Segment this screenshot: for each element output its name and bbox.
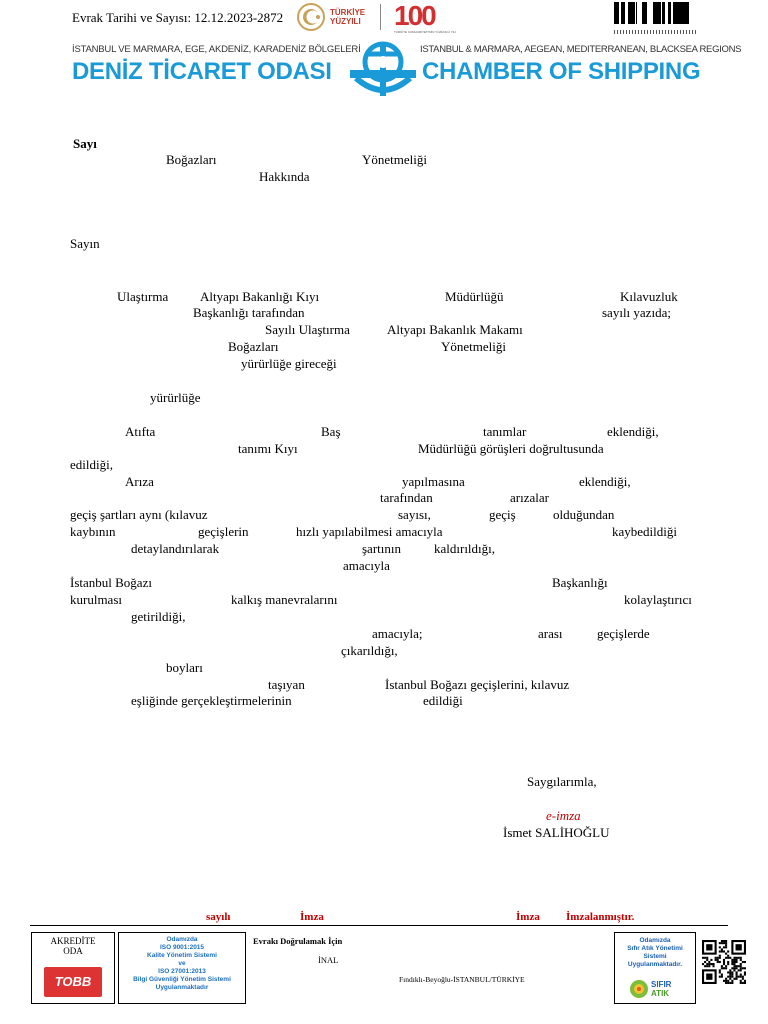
body-text-fragment: yürürlüğe gireceği — [241, 356, 337, 371]
body-text-fragment: Sayılı Ulaştırma — [265, 322, 350, 337]
iso-line: ISO 27001:2013 — [158, 968, 206, 975]
zero-waste-box — [614, 932, 696, 1004]
centenary-logo — [392, 0, 462, 36]
turkiye-label: TÜRKİYE — [330, 8, 366, 17]
body-text-fragment: olduğundan — [553, 507, 615, 522]
iso-line: ISO 9001:2015 — [159, 944, 205, 951]
body-text-fragment: kaybedildiği — [612, 524, 677, 539]
document-date-number: Evrak Tarihi ve Sayısı: 12.12.2023-2872 — [72, 10, 284, 25]
iso-box — [118, 932, 246, 1004]
zero-waste-line: Sıfır Atık Yönetimi — [627, 945, 683, 952]
anchor-logo — [346, 40, 420, 100]
body-text-fragment: tarafından — [380, 490, 433, 505]
body-text-fragment: Başkanlığı — [552, 575, 608, 590]
waste-label: ATIK — [651, 989, 670, 998]
regards: Saygılarımla, — [527, 774, 597, 789]
zero-waste-line: Sistemi — [643, 953, 667, 960]
body-text-fragment: şartının — [362, 541, 401, 556]
body-text-fragment: İstanbul Boğazı — [70, 575, 152, 590]
subject-word-1: Boğazları — [166, 152, 217, 167]
body-text-fragment: Arıza — [125, 474, 154, 489]
body-text-fragment: geçişlerin — [198, 524, 249, 539]
body-text-fragment: sayısı, — [398, 507, 431, 522]
iso-line: Odamızda — [166, 936, 198, 943]
centenary-caption: TÜRKİYE CUMHURİYETİ'NİN YÜZÜNCÜ YILI — [394, 30, 456, 34]
body-text-fragment: boyları — [166, 660, 203, 675]
recycle-flower-icon — [629, 979, 649, 999]
body-text-fragment: Altyapı Bakanlığı Kıyı — [200, 289, 320, 304]
notice-sayili: sayılı — [206, 911, 231, 923]
zero-label: SIFIR — [651, 980, 672, 989]
body-text-fragment: Boğazları — [228, 339, 279, 354]
qr-code[interactable] — [702, 940, 746, 984]
body-text-fragment: eşliğinde gerçekleştirmelerinin — [131, 693, 292, 708]
body-text-fragment: yürürlüğe — [150, 390, 201, 405]
body-text-fragment: tanımı Kıyı — [238, 441, 298, 456]
regions-tr: İSTANBUL VE MARMARA, EGE, AKDENİZ, KARADENİZ BÖLGELERİ — [72, 44, 361, 55]
iso-line: Kalite Yönetim Sistemi — [147, 952, 217, 959]
body-text-fragment: geçiş şartları aynı (kılavuz — [70, 507, 208, 522]
e-signature-label: e-imza — [546, 808, 581, 823]
body-text-fragment: Yönetmeliği — [441, 339, 506, 354]
verify-inal: İNAL — [318, 955, 339, 965]
body-text-fragment: Altyapı Bakanlık Makamı — [387, 322, 523, 337]
body-text-fragment: Müdürlüğü görüşleri doğrultusunda — [418, 441, 604, 456]
zero-waste-logo — [629, 979, 683, 999]
notice-imzalanmistir: İmzalanmıştır. — [566, 911, 635, 923]
body-text-fragment: Baş — [321, 424, 341, 439]
body-text-fragment: getirildiği, — [131, 609, 186, 624]
body-text-fragment: Müdürlüğü — [445, 289, 504, 304]
body-text-fragment: amacıyla — [343, 558, 390, 573]
body-text-fragment: kaybının — [70, 524, 116, 539]
org-name-en: CHAMBER OF SHIPPING — [422, 58, 701, 85]
body-text-fragment: arası — [538, 626, 563, 641]
body-text-fragment: arızalar — [510, 490, 549, 505]
body-text-fragment: geçişlerde — [597, 626, 650, 641]
body-text-fragment: taşıyan — [268, 677, 305, 692]
yuzyili-label: YÜZYILI — [330, 17, 361, 26]
body-text-fragment: hızlı yapılabilmesi amacıyla — [296, 524, 443, 539]
divider — [380, 4, 381, 30]
org-name-tr: DENİZ TİCARET ODASI — [72, 58, 332, 85]
body-text-fragment: Kılavuzluk — [620, 289, 678, 304]
subject-word-2: Yönetmeliği — [362, 152, 427, 167]
body-text-fragment: yapılmasına — [402, 474, 465, 489]
body-text-fragment: geçiş — [489, 507, 516, 522]
zero-waste-line: Odamızda — [639, 937, 671, 944]
body-text-fragment: Ulaştırma — [117, 289, 169, 304]
iso-line: ve — [178, 960, 186, 967]
accredited-box — [31, 932, 115, 1004]
salutation: Sayın — [70, 236, 100, 251]
barcode — [614, 2, 696, 30]
body-text-fragment: detaylandırılarak — [131, 541, 220, 556]
body-text-fragment: çıkarıldığı, — [341, 643, 398, 658]
iso-line: Bilgi Güvenliği Yönetim Sistemi — [133, 976, 231, 983]
iso-line: Uygulanmaktadır — [155, 984, 209, 991]
body-text-fragment: Atıfta — [125, 424, 156, 439]
body-text-fragment: İstanbul Boğazı geçişlerini, kılavuz — [385, 677, 570, 692]
notice-imza-1: İmza — [300, 911, 324, 923]
tobb-logo — [44, 967, 102, 997]
body-text-fragment: kaldırıldığı, — [434, 541, 496, 556]
body-text-fragment: Başkanlığı tarafından — [193, 305, 305, 320]
sayi-label: Sayı — [73, 136, 97, 151]
body-text-fragment: kurulması — [70, 592, 122, 607]
turkiye-yuzyili-logo — [296, 0, 386, 34]
centenary-number: 100 — [394, 0, 435, 31]
address: Fındıklı-Beyoğlu-İSTANBUL/TÜRKİYE — [399, 975, 525, 984]
body-text-fragment: kolaylaştırıcı — [624, 592, 692, 607]
body-text-fragment: edildiği, — [70, 457, 113, 472]
body-text-fragment: eklendiği, — [579, 474, 631, 489]
verify-title: Evrakı Doğrulamak İçin — [253, 936, 343, 946]
regions-en: ISTANBUL & MARMARA, AEGEAN, MEDITERRANEAN, BLACKSEA REGIONS — [420, 44, 742, 55]
subject-word-3: Hakkında — [259, 169, 310, 184]
body-text-fragment: tanımlar — [483, 424, 527, 439]
akredite-label: AKREDİTE — [50, 936, 96, 946]
body-text-fragment: sayılı yazıda; — [602, 305, 671, 320]
footer-rule — [30, 925, 728, 926]
body-text-fragment: eklendiği, — [607, 424, 659, 439]
oda-label: ODA — [63, 946, 83, 956]
body-text-fragment: edildiği — [423, 693, 463, 708]
crescent-star-icon — [296, 2, 326, 32]
tobb-text: TOBB — [54, 974, 92, 989]
body-text-fragment: amacıyla; — [372, 626, 423, 641]
zero-waste-line: Uygulanmaktadır. — [627, 961, 683, 968]
notice-imza-2: İmza — [516, 911, 540, 923]
signer-name: İsmet SALİHOĞLU — [503, 825, 610, 840]
body-text-fragment: kalkış manevralarını — [231, 592, 338, 607]
